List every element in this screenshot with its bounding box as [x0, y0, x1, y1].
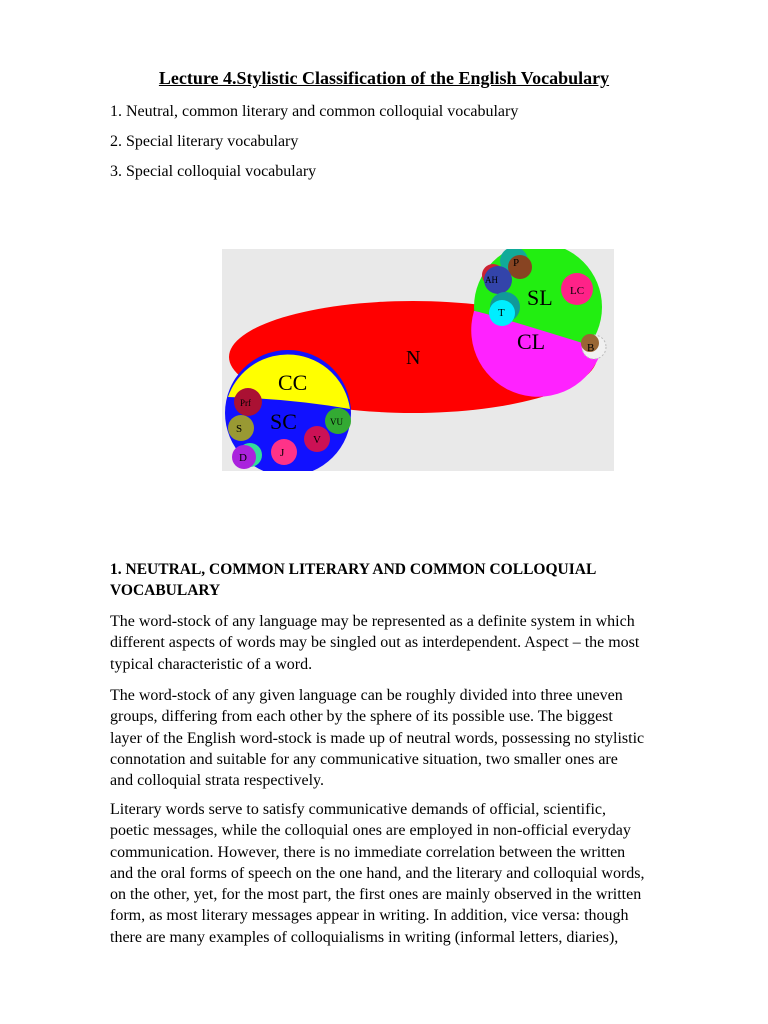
paragraph-line: there are many examples of colloquialisms in writing (informal letters, diaries), — [110, 928, 619, 946]
section-1-heading-line: 1. NEUTRAL, COMMON LITERARY AND COMMON COLLOQUIAL — [110, 561, 597, 578]
section-1-heading — [110, 559, 700, 601]
paragraph-line: connotation and suitable for any communicative situation, two smaller ones are — [110, 750, 618, 768]
paragraph-line: and the oral forms of speech on the one hand, and the literary and colloquial words, — [110, 864, 645, 882]
label-t: T — [498, 307, 505, 319]
label-b: B — [587, 342, 595, 354]
label-ah: AH — [485, 275, 498, 285]
label-sc: SC — [270, 409, 297, 434]
paragraph-line: poetic messages, while the colloquial ones are employed in non-official everyday — [110, 822, 631, 840]
label-lc: LC — [570, 285, 585, 297]
paragraph-line: groups, differing from each other by the sphere of its possible use. The biggest — [110, 708, 613, 726]
paragraph-line: The word-stock of any language may be represented as a definite system in which — [110, 613, 635, 630]
label-sl: SL — [527, 285, 553, 310]
label-j: J — [280, 447, 285, 459]
toc-item-2: 2. Special literary vocabulary — [110, 133, 299, 150]
toc-item-3: 3. Special colloquial vocabulary — [110, 163, 317, 180]
toc-item-1: 1. Neutral, common literary and common colloquial vocabulary — [110, 103, 519, 120]
label-prf: Prf — [240, 398, 251, 408]
paragraph-line: Literary words serve to satisfy communicative demands of official, scientific, — [110, 801, 606, 818]
vocabulary-classification-diagram — [222, 249, 614, 471]
label-d: D — [239, 452, 247, 464]
label-cl: CL — [517, 329, 546, 354]
paragraph-line: different aspects of words may be singled out as interdependent. Aspect – the most — [110, 634, 640, 652]
paragraph-3 — [110, 799, 730, 948]
lecture-title: Lecture 4.Stylistic Classification of the English Vocabulary — [158, 68, 610, 88]
paragraph-line: and colloquial strata respectively. — [110, 772, 324, 790]
paragraph-line: on the other, yet, for the most part, the first ones are mainly observed in the written — [110, 886, 642, 904]
label-cc: CC — [278, 370, 308, 395]
label-s: S — [236, 423, 243, 435]
p-inner-circle — [508, 255, 532, 279]
paragraph-line: The word-stock of any given language can be roughly divided into three uneven — [110, 687, 623, 704]
paragraph-line: typical characteristic of a word. — [110, 655, 313, 673]
section-1-heading-line: VOCABULARY — [110, 582, 221, 599]
label-v: V — [313, 434, 321, 446]
paragraph-line: layer of the English word-stock is made up of neutral words, possessing no stylistic — [110, 729, 645, 747]
paragraph-2 — [110, 685, 730, 791]
paragraph-line: communication. However, there is no immediate correlation between the written — [110, 843, 626, 861]
label-p: P — [513, 257, 520, 269]
label-n: N — [406, 347, 421, 369]
paragraph-line: form, as most literary messages appear in writing. In addition, vice versa: though — [110, 907, 629, 925]
label-vu: VU — [330, 417, 343, 427]
paragraph-1 — [110, 611, 730, 675]
